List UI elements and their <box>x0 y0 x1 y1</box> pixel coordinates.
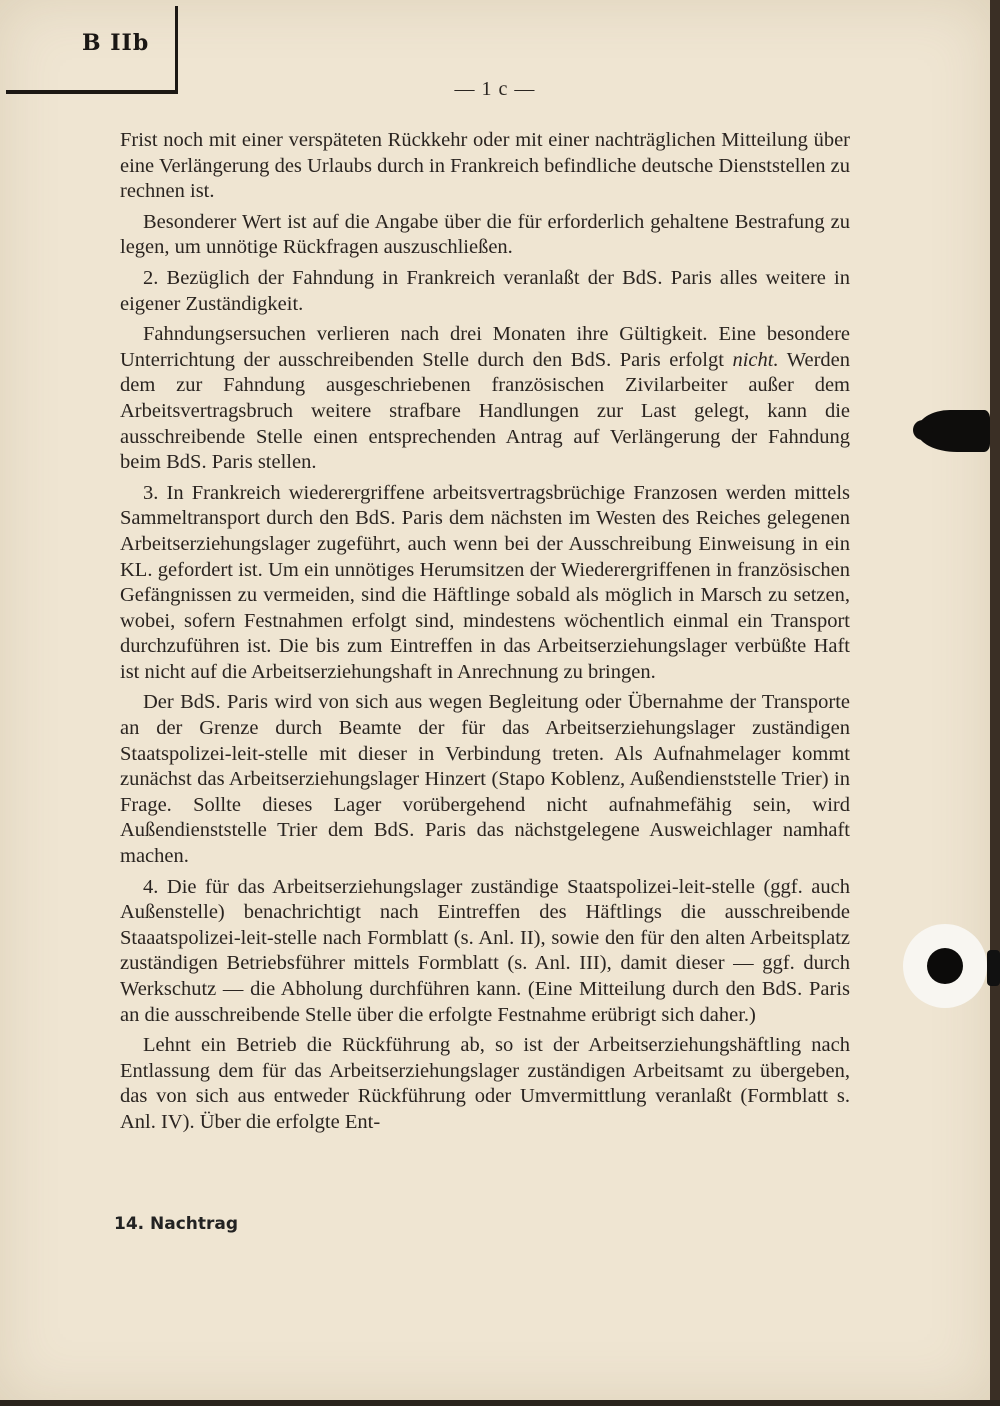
supplement-label: 14. Nachtrag <box>114 1214 239 1234</box>
page-edge-right <box>990 0 1000 1406</box>
punch-hole-center <box>927 948 963 984</box>
paragraph-3: 2. Bezüglich der Fahndung in Frankreich veranlaßt der BdS. Paris alles weitere in eigener Zuständigkeit. <box>120 266 850 315</box>
page-number: — 1 c — <box>454 78 536 100</box>
paragraph-4-emphasis: nicht. <box>732 348 779 371</box>
paragraph-7: 4. Die für das Arbeitserziehungslager zuständige Staatspolizei-leit-stelle (ggf. auch Außenstelle) benachrichtigt nach Eintreffen des Häftlings die ausschreibende Staaatspolizei-leit-stelle nach Formblatt (s. Anl. II), sowie den für den alten Arbeitsplatz zuständigen Betriebsführer mittels Formblatt (s. Anl. III), damit dieser — ggf. durch Werkschutz — die Abholung durchführen kann. (Eine Mitteilung durch den BdS. Paris an die ausschreibende Stelle über die erfolgte Festnahme erübrigt sich daher.) <box>120 875 850 1026</box>
document-body <box>120 128 850 1136</box>
paragraph-1: Frist noch mit einer verspäteten Rückkehr oder mit einer nachträglichen Mitteilung über eine Verlängerung des Urlaubs durch in Frankreich befindliche deutsche Dienststellen zu rechnen ist. <box>120 129 850 203</box>
paragraph-4 <box>120 322 850 476</box>
paragraph-4-text-after: Werden dem zur Fahndung ausgeschriebenen französischen Zivilarbeiter außer dem Arbeitsvertragsbruch weitere strafbare Handlungen zur Last gelegt, kann die ausschreibende Stelle einen entsprechenden Antrag auf Verlängerung der Fahndung beim BdS. Paris stellen. <box>120 348 850 474</box>
paragraph-8: Lehnt ein Betrieb die Rückführung ab, so ist der Arbeitserziehungshäftling nach Entlassung dem für das Arbeitserziehungslager zuständigen Arbeitsamt zu übergeben, das von sich aus entweder Rückführung oder Umvermittlung veranlaßt (Formblatt s. Anl. IV). Über die erfolgte Ent- <box>120 1034 850 1133</box>
punch-hole <box>903 924 987 1008</box>
paragraph-6: Der BdS. Paris wird von sich aus wegen Begleitung oder Übernahme der Transporte an der Grenze durch Beamte der für das Arbeitserziehungslager zuständigen Staatspolizei-leit-stelle mit dieser in Verbindung treten. Als Aufnahmelager kommt zunächst das Arbeitserziehungslager Hinzert (Stapo Koblenz, Außendienststelle Trier) in Frage. Sollte dieses Lager vorübergehend nicht aufnahmefähig sein, wird Außendienststelle Trier dem BdS. Paris das nächstgelegene Ausweichlager namhaft machen. <box>120 691 850 868</box>
page-edge-bottom <box>0 1400 1000 1406</box>
paragraph-4-text-before: Fahndungsersuchen verlieren nach drei Monaten ihre Gültigkeit. Eine besondere Unterrichtung der ausschreibenden Stelle durch den BdS. Paris erfolgt <box>120 323 850 371</box>
section-code: B IIb <box>82 30 150 56</box>
edge-mark <box>987 950 1000 986</box>
paragraph-2: Besonderer Wert ist auf die Angabe über die für erforderlich gehaltene Bestrafung zu legen, um unnötige Rückfragen auszuschließen. <box>120 210 850 259</box>
paragraph-5: 3. In Frankreich wiederergriffene arbeitsvertragsbrüchige Franzosen werden mittels Sammeltransport durch den BdS. Paris dem nächsten im Westen des Reiches gelegenen Arbeitserziehungslager zugeführt, auch wenn bei der Ausschreibung Einweisung in ein KL. gefordert ist. Um ein unnötiges Herumsitzen der Wiederergriffenen in französischen Gefängnissen zu vermeiden, sind die Häftlinge sobald als möglich in Marsch zu setzen, wobei, sofern Festnahmen erfolgt sind, mindestens wöchentlich einmal ein Transport durchzuführen ist. Die bis zum Eintreffen in das Arbeitserziehungslager verbüßte Haft ist nicht auf die Arbeitserziehungshaft in Anrechnung zu bringen. <box>120 481 850 683</box>
ink-blot-mark <box>917 410 990 452</box>
